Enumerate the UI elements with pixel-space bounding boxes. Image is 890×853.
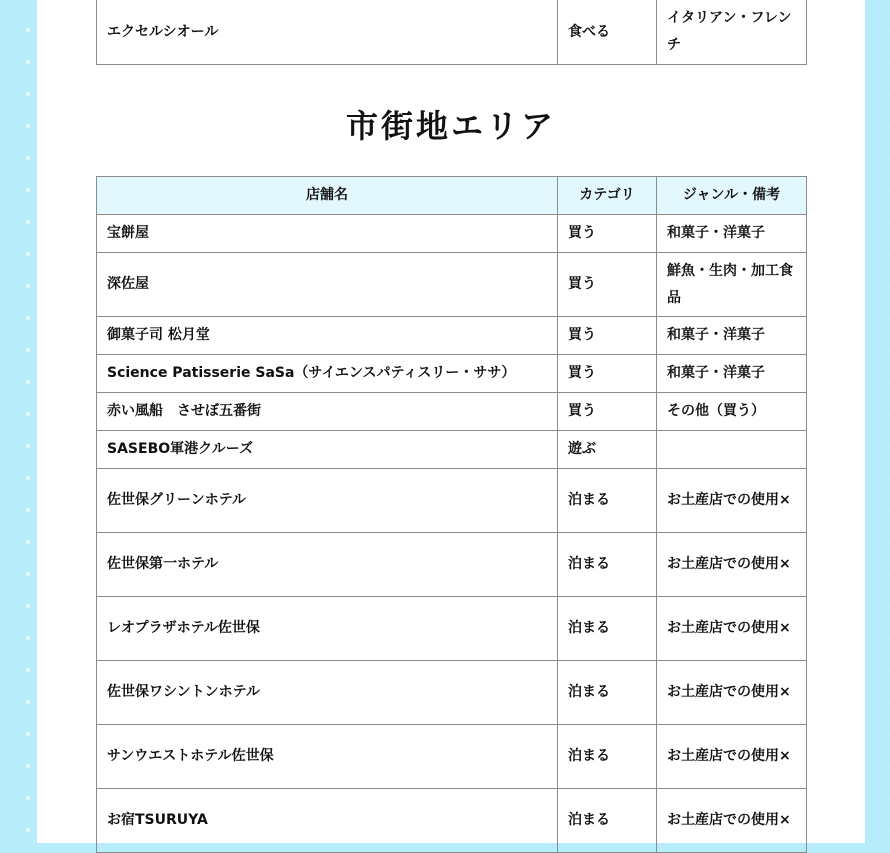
category-cell: 買う <box>558 253 657 317</box>
table-row <box>97 0 807 65</box>
category-cell: 買う <box>558 215 657 253</box>
header-category: カテゴリ <box>558 177 657 215</box>
table-header-row <box>97 177 807 215</box>
genre-cell: お土産店での使用× <box>657 533 807 597</box>
shop-table <box>96 176 807 853</box>
table-row <box>97 533 807 597</box>
shop-name-cell: 宝餅屋 <box>97 215 558 253</box>
genre-cell: お土産店での使用× <box>657 789 807 853</box>
area-title: 市街地エリア <box>345 107 556 145</box>
shop-name-cell: 佐世保ワシントンホテル <box>97 661 558 725</box>
table-row <box>97 253 807 317</box>
shop-name-cell: 御菓子司 松月堂 <box>97 317 558 355</box>
category-cell: 泊まる <box>558 725 657 789</box>
category-cell: 泊まる <box>558 469 657 533</box>
shop-name-cell: Science Patisserie SaSa（サイエンスパティスリー・ササ） <box>97 355 558 393</box>
shop-name-cell: 赤い風船 させぼ五番街 <box>97 393 558 431</box>
table-row <box>97 355 807 393</box>
category-cell: 泊まる <box>558 597 657 661</box>
genre-cell: お土産店での使用× <box>657 469 807 533</box>
table-row <box>97 725 807 789</box>
category-cell: 買う <box>558 317 657 355</box>
category-cell: 泊まる <box>558 533 657 597</box>
genre-cell: 和菓子・洋菓子 <box>657 317 807 355</box>
genre-cell: 鮮魚・生肉・加工食品 <box>657 253 807 317</box>
shop-name-cell: 佐世保グリーンホテル <box>97 469 558 533</box>
table-row <box>97 215 807 253</box>
category-cell: 遊ぶ <box>558 431 657 469</box>
shop-name-cell: 佐世保第一ホテル <box>97 533 558 597</box>
category-cell: 泊まる <box>558 661 657 725</box>
genre-cell: お土産店での使用× <box>657 597 807 661</box>
genre-cell: イタリアン・フレンチ <box>657 0 807 65</box>
table-row <box>97 597 807 661</box>
header-shop-name: 店舗名 <box>97 177 558 215</box>
category-cell: 食べる <box>558 0 657 65</box>
header-genre: ジャンル・備考 <box>657 177 807 215</box>
table-row <box>97 317 807 355</box>
category-cell: 買う <box>558 393 657 431</box>
table-row <box>97 431 807 469</box>
category-cell: 買う <box>558 355 657 393</box>
table-row <box>97 393 807 431</box>
genre-cell: 和菓子・洋菓子 <box>657 215 807 253</box>
table-row <box>97 661 807 725</box>
shop-name-cell: SASEBO軍港クルーズ <box>97 431 558 469</box>
category-cell: 泊まる <box>558 789 657 853</box>
table-row <box>97 469 807 533</box>
shop-name-cell: お宿TSURUYA <box>97 789 558 853</box>
previous-area-table <box>96 0 807 65</box>
genre-cell: その他（買う） <box>657 393 807 431</box>
genre-cell: 和菓子・洋菓子 <box>657 355 807 393</box>
genre-cell <box>657 431 807 469</box>
genre-cell: お土産店での使用× <box>657 725 807 789</box>
shop-name-cell: サンウエストホテル佐世保 <box>97 725 558 789</box>
genre-cell: お土産店での使用× <box>657 661 807 725</box>
shop-name-cell: 深佐屋 <box>97 253 558 317</box>
content-page <box>37 0 865 843</box>
shop-name-cell: エクセルシオール <box>97 0 558 65</box>
shop-name-cell: レオプラザホテル佐世保 <box>97 597 558 661</box>
